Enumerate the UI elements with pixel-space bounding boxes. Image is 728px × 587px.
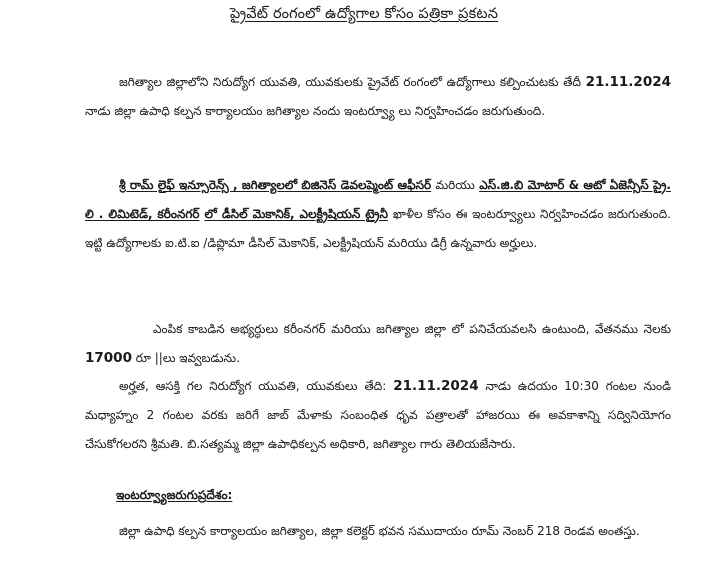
venue-address: జిల్లా ఉపాధి కల్పన కార్యాలయం జగిత్యాల, జిల్లా కలెక్టర్ భవన సముదాయం రూమ్ నెంబర్ 218 రెండవ అంతస్తు. bbox=[119, 524, 640, 538]
paragraph-attendance bbox=[85, 372, 671, 459]
paragraph-intro bbox=[85, 68, 671, 126]
jobmela-date: 21.11.2024 bbox=[393, 378, 479, 394]
vacancy-text-b: లో డీసిల్ మెకానిక్, ఎలక్ట్రీషియన్ ట్రైనీ bbox=[204, 207, 388, 221]
company-2: ఎస్.జి.బి మోటార్ & ఆటో ఏజెన్సీస్ ప్రై. లి . లిమిటెడ్, కరీంనగర్ bbox=[85, 178, 671, 221]
attendance-text-a: అర్హత, ఆసక్తి గల నిరుద్యోగ యువతి, యువకులు తేది: bbox=[119, 379, 387, 393]
interview-date: 21.11.2024 bbox=[585, 74, 671, 90]
company-1: శ్రీ రామ్ లైఫ్ ఇన్సూరెన్స్ , జగిత్యాల bbox=[119, 178, 285, 192]
attendance-text-b: నాడు ఉదయం 10:30 గంటల నుండి మధ్యాహ్నం 2 గంటల వరకు జరిగే జాబ్ మేళాకు సంబంధిత ధృవ పత్రాలతో హాజరయి ఈ అవకాశాన్ని సద్వినియోగం చేసుకోగలరని శ్రీమతి. బి.సత్యమ్మ జిల్లా ఉపాధికల్పన అధికారి, జగిత్యాల గారు తెలియజేసారు. bbox=[85, 379, 671, 451]
intro-text-a: జగిత్యాల జిల్లాలోని నిరుద్యోగ యువతి, యువకులకు ప్రైవేట్ రంగంలో ఉద్యోగాలు కల్పించుటకు తేదీ bbox=[119, 75, 581, 89]
vacancy-joiner: మరియు bbox=[435, 178, 475, 192]
page-title bbox=[0, 6, 728, 26]
intro-text-b: నాడు జిల్లా ఉపాధి కల్పన కార్యాలయం జగిత్యాల నందు ఇంటర్వ్యూ లు నిర్వహించడం జరుగుతుంది. bbox=[85, 104, 546, 118]
title-text: ప్రైవేట్ రంగంలో ఉద్యోగాల కోసం పత్రికా ప్రకటన bbox=[229, 6, 499, 22]
vacancy-text-a: లో బిజినెస్ డెవలప్మెంట్ ఆఫీసర్ bbox=[284, 178, 432, 192]
paragraph-salary bbox=[85, 315, 671, 373]
paragraph-vacancies bbox=[85, 171, 671, 258]
salary-text-a: ఎంపిక కాబడిన అభ్యర్ధులు కరీంనగర్ మరియు జగిత్యాల జిల్లా లో పనిచేయవలసి ఉంటుంది, వేతనము నెలకు bbox=[153, 322, 671, 336]
venue-heading: ఇంటర్వ్యూజరుగుప్రదేశం: bbox=[116, 488, 233, 502]
salary-amount: 17000 bbox=[85, 350, 132, 366]
salary-text-b: రూ ||లు ఇవ్వబడును. bbox=[135, 351, 240, 365]
vacancy-text-c: ఖాళీల కోసం ఈ ఇంటర్వ్యూలు నిర్వహించడం జరుగుతుంది. ఇట్టి ఉద్యోగాలకు ఐ.టి.ఐ /డిప్లొమా డీసిల్ మెకానిక్, ఎలక్ట్రీషియన్ మరియు డిగ్రీ ఉన్నవారు అర్హులు. bbox=[85, 207, 671, 250]
paragraph-venue-address bbox=[85, 517, 671, 546]
